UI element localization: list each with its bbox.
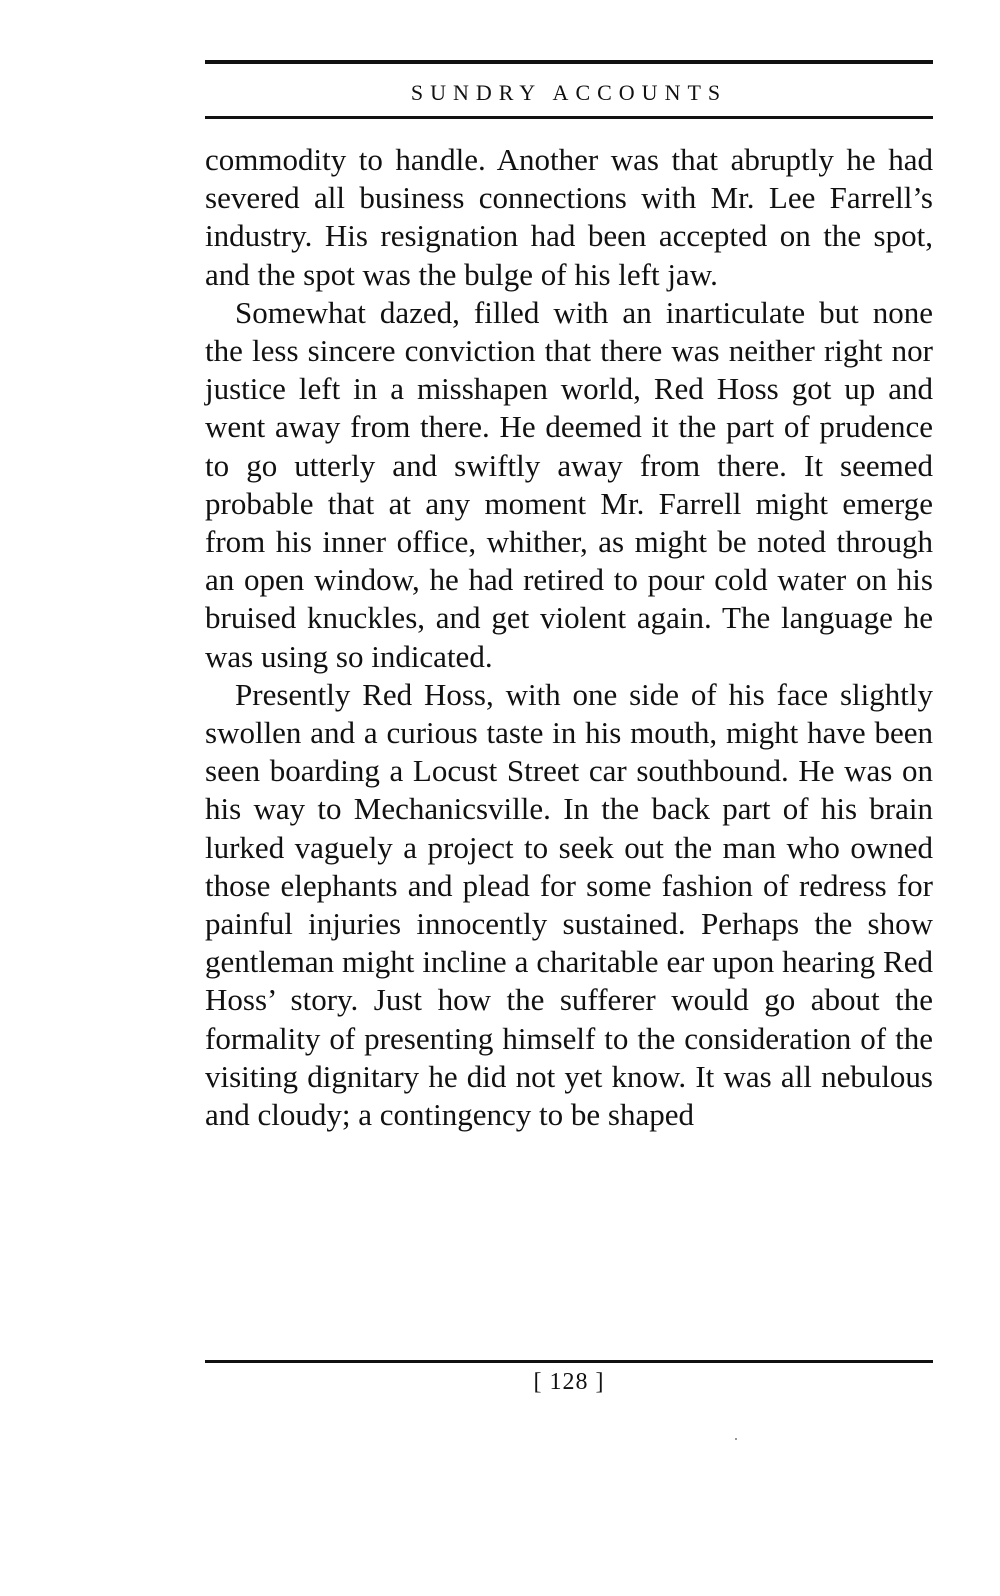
footer-rule — [205, 1360, 933, 1363]
body-text — [205, 141, 933, 1134]
paragraph-2: Somewhat dazed, filled with an inarticulate but none the less sincere conviction that there was neither right nor justice left in a misshapen world, Red Hoss got up and went away from there. He deemed it the part of prudence to go utterly and swiftly away from there. It seemed probable that at any moment Mr. Farrell might emerge from his inner office, whither, as might be noted through an open window, he had retired to pour cold water on his bruised knuckles, and get violent again. The language he was using so indicated. — [205, 294, 933, 674]
paragraph-1: commodity to handle. Another was that abruptly he had severed all business connections with Mr. Lee Farrell’s industry. His resignation had been accepted on the spot, and the spot was the bulge of his left jaw. — [205, 142, 933, 292]
page-number: [ 128 ] — [533, 1369, 605, 1395]
book-page — [205, 60, 933, 1134]
header-rule — [205, 116, 933, 119]
paragraph-3: Presently Red Hoss, with one side of his face slightly swollen and a curious taste in his mouth, might have been seen boarding a Locust Street car southbound. He was on his way to Mechanicsville. In the back part of his brain lurked vaguely a project to seek out the man who owned those elephants and plead for some fashion of redress for painful injuries innocently sustained. Perhaps the show gentleman might incline a charitable ear upon hearing Red Hoss’ story. Just how the sufferer would go about the formality of presenting himself to the consideration of the visiting dignitary he did not yet know. It was all nebulous and cloudy; a contingency to be shaped — [205, 676, 933, 1133]
top-rule — [205, 60, 933, 64]
running-head: SUNDRY ACCOUNTS — [410, 80, 728, 105]
paper-speck — [735, 1438, 737, 1440]
